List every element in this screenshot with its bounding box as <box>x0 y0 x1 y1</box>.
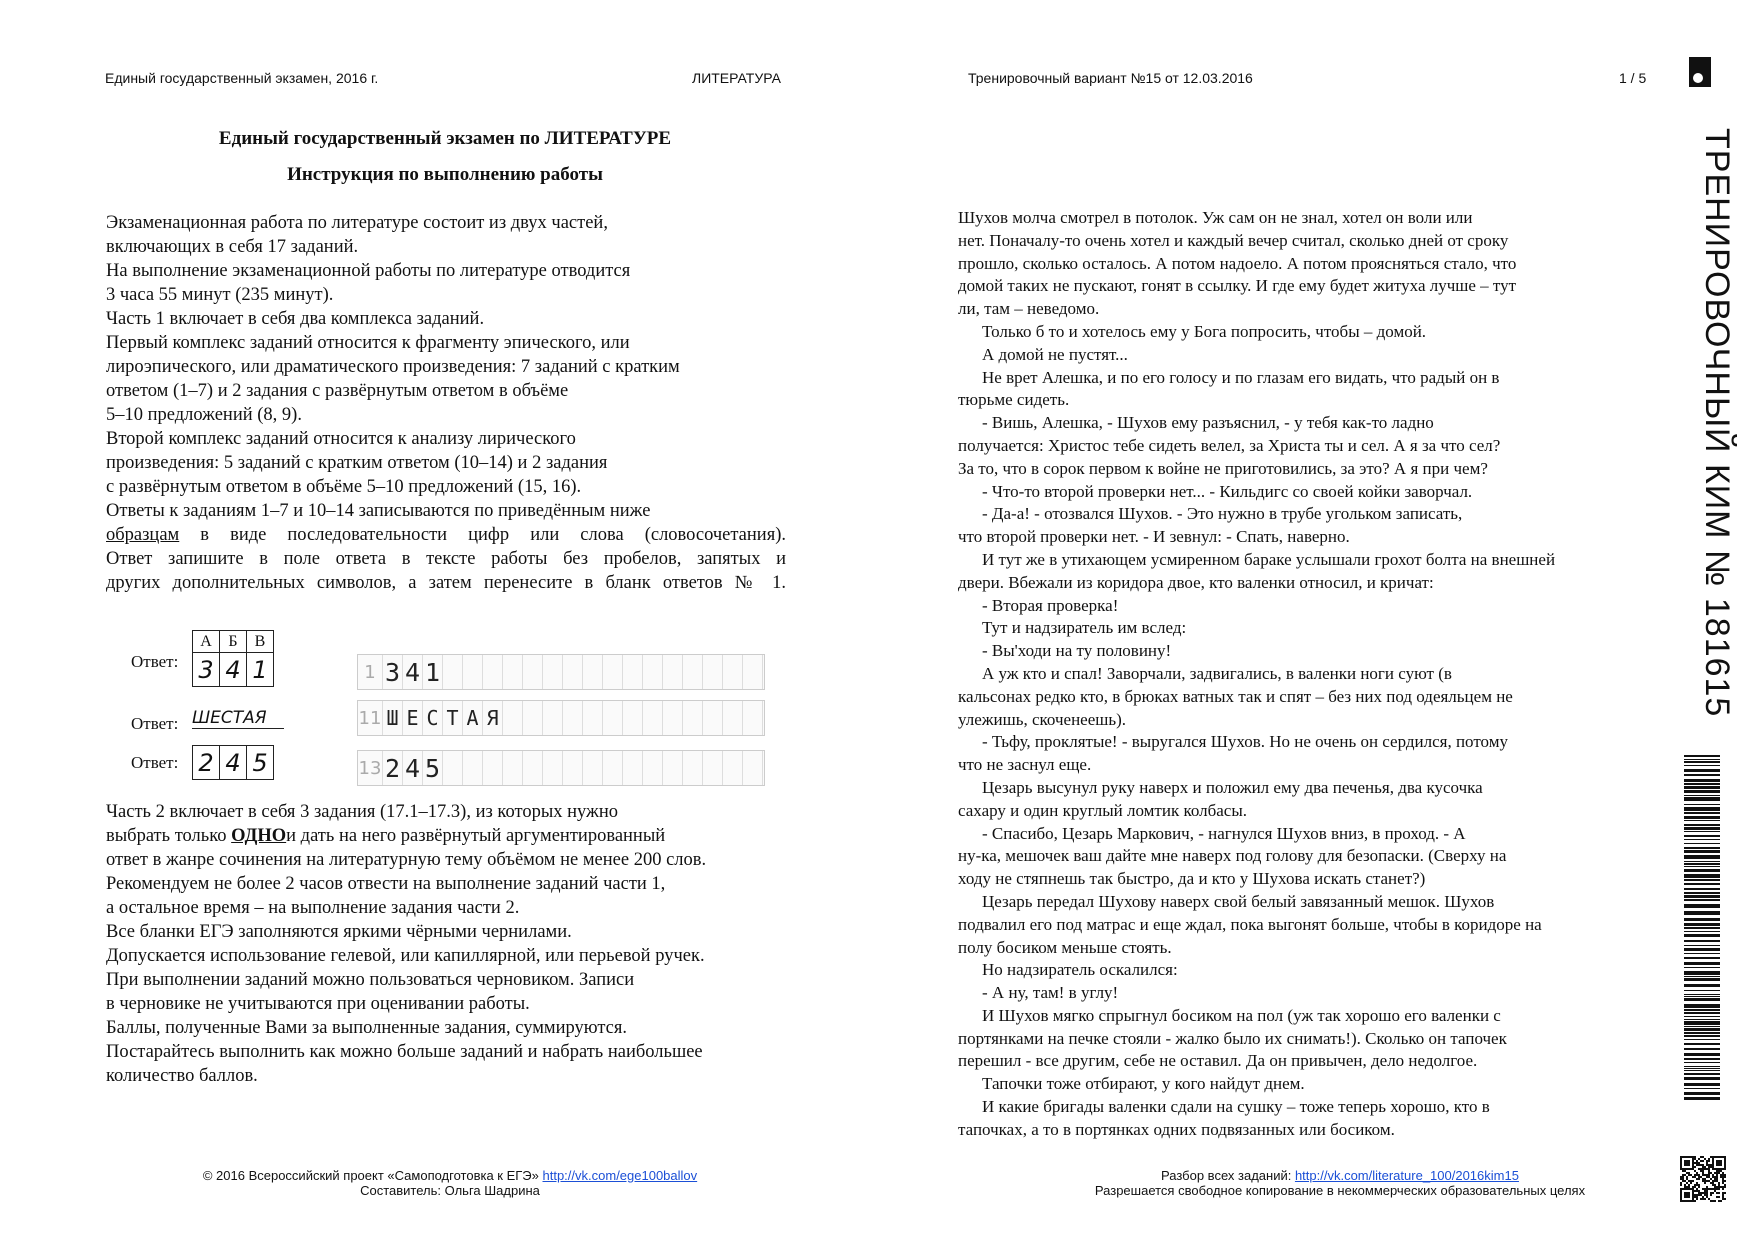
column-header: А <box>193 631 220 653</box>
grid-cell: 2 <box>383 751 403 785</box>
excerpt-line: нет. Поначалу-то очень хотел и каждый вечер считал, сколько дней от сроку <box>958 230 1509 250</box>
excerpt-line: - Да-а! - отозвался Шухов. - Это нужно в трубе угольком записать, <box>982 504 1463 524</box>
answer-grid-3 <box>357 750 765 786</box>
grid-cell: С <box>423 701 443 735</box>
excerpt-line: Цезарь передал Шухову наверх свой белый завязанный мешок. Шухов <box>982 891 1495 911</box>
excerpt-line: И тут же в утихающем усмиренном бараке услышали грохот болта на внешней <box>982 549 1556 569</box>
instruction-line: а остальное время – на выполнение задания части 2. <box>106 898 520 918</box>
grid-cell: Я <box>483 701 503 735</box>
instruction-line: Часть 1 включает в себя два комплекса заданий. <box>106 309 485 329</box>
qr-code-icon <box>1680 1156 1726 1202</box>
excerpt-line: А домой не пустят... <box>982 344 1128 364</box>
instruction-line: лироэпического, или драматического произведения: 7 заданий с кратким <box>106 357 680 377</box>
grid-cell: 4 <box>403 751 423 785</box>
instruction-line: 5–10 предложений (8, 9). <box>106 405 302 425</box>
excerpt-line: двери. Вбежали из коридора двое, кто валенки относил, и кричат: <box>958 572 1434 592</box>
example-1-label: Ответ: <box>131 652 179 671</box>
excerpt-line: ли, там – неведомо. <box>958 299 1100 319</box>
excerpt-line: сахару и один круглый ломтик колбасы. <box>958 800 1248 820</box>
excerpt-line: И какие бригады валенки сдали на сушку – тоже теперь хорошо, кто в <box>982 1097 1490 1117</box>
instruction-line: включающих в себя 17 заданий. <box>106 237 359 257</box>
instruction-line: Постарайтесь выполнить как можно больше заданий и набрать наибольшее <box>106 1042 703 1062</box>
excerpt-line: Не врет Алешка, и по его голосу и по глазам его видать, что радый он в <box>982 367 1500 387</box>
excerpt-line: Только б то и хотелось ему у Бога попросить, чтобы – домой. <box>982 321 1427 341</box>
excerpt-line: полу босиком меньше стоять. <box>958 937 1172 957</box>
page-title: Единый государственный экзамен по ЛИТЕРАТУРЕ <box>218 128 672 149</box>
instruction-line: Часть 2 включает в себя 3 задания (17.1–17.3), из которых нужно <box>106 802 618 822</box>
instruction-line: Рекомендуем не более 2 часов отвести на выполнение заданий части 1, <box>106 874 666 894</box>
footer-left: © 2016 Всероссийский проект «Самоподготовка к ЕГЭ» http://vk.com/ege100ballov Составитель: Ольга Шадрина <box>202 1168 698 1198</box>
instruction-line: образцам в виде последовательности цифр или слова (словосочетания). <box>106 525 786 545</box>
excerpt-line: Цезарь высунул руку наверх и положил ему два печенья, два кусочка <box>982 777 1483 797</box>
grid-cell: 1 <box>423 655 443 689</box>
task-number: 13 <box>358 751 383 785</box>
excerpt-line: Тут и надзиратель им вслед: <box>982 618 1187 638</box>
excerpt-line: прошло, сколько осталось. А потом надоело. А потом проясняться стало, что <box>958 253 1517 273</box>
excerpt-line: - Тьфу, проклятые! - выругался Шухов. Но не очень он сердился, потому <box>982 732 1508 752</box>
example-2-label: Ответ: <box>131 714 179 733</box>
instruction-line: Допускается использование гелевой, или капиллярной, или перьевой ручек. <box>106 946 705 966</box>
grid-cell: Е <box>403 701 423 735</box>
handwritten-digit: 5 <box>247 746 274 780</box>
excerpt-line: перешил - все другим, себе не оставил. Да он привычен, дело недолгое. <box>958 1051 1478 1071</box>
excerpt-line: - Спасибо, Цезарь Маркович, - нагнулся Шухов вниз, в проход. - А <box>982 823 1466 843</box>
example-2-handwritten <box>192 708 284 729</box>
side-kim-label: ТРЕНИРОВОЧНЫЙ КИМ № 181615 <box>1698 128 1736 718</box>
instruction-line: Баллы, полученные Вами за выполненные задания, суммируются. <box>106 1018 627 1038</box>
instruction-line: произведения: 5 заданий с кратким ответом (10–14) и 2 задания <box>106 453 608 473</box>
header-exam-label: Единый государственный экзамен, 2016 г. <box>105 70 379 86</box>
instruction-line: других дополнительных символов, а затем перенесите в бланк ответов № 1. <box>106 573 786 593</box>
handwritten-digit: 4 <box>220 653 247 687</box>
handwritten-word: ШЕСТАЯ <box>192 708 267 728</box>
excerpt-line: - Вторая проверка! <box>982 595 1119 615</box>
handwritten-digit: 1 <box>247 653 274 687</box>
excerpt-line: А уж кто и спал! Заворчали, задвигались, в валенки ноги суют (в <box>982 663 1452 683</box>
excerpt-line: домой таких не пускают, гонят в ссылку. И где ему будет житуха лучше – тут <box>958 276 1517 296</box>
footer-right: Разбор всех заданий: http://vk.com/literature_100/2016kim15 Разрешается свободное копирование в некоммерческих образовательных целях <box>1094 1168 1586 1198</box>
excerpt-line: что второй проверки нет. - И зевнул: - Спать, наверно. <box>958 527 1350 547</box>
excerpt-line: тюрьме сидеть. <box>958 390 1070 410</box>
header-page-number: 1 / 5 <box>1619 70 1647 86</box>
excerpt-line: Тапочки тоже отбирают, у кого найдут днем. <box>982 1074 1305 1094</box>
answer-grid-1 <box>357 654 765 690</box>
excerpt-line: Но надзиратель оскалился: <box>982 960 1178 980</box>
excerpt-line: За то, что в сорок первом к войне не приготовились, за это? А я при чем? <box>958 458 1488 478</box>
grid-cell: Т <box>443 701 463 735</box>
excerpt-line: - Что-то второй проверки нет... - Кильдигс со своей койки заворчал. <box>982 481 1473 501</box>
instructions-text <box>106 211 786 595</box>
instruction-line: ответом (1–7) и 2 задания с развёрнутым ответом в объёме <box>106 381 569 401</box>
vk-group-link[interactable]: http://vk.com/ege100ballov <box>542 1168 698 1183</box>
excerpt-line: кальсонах редко кто, в брюках ватных так и спят – без них под одеяльцем не <box>958 686 1513 706</box>
example-3-label: Ответ: <box>131 753 179 772</box>
part2-text <box>106 800 796 1088</box>
excerpt-line: - Вы'ходи на ту половину! <box>982 641 1172 661</box>
excerpt-line: портянками на печке стояли - жалко было их снимать!). Сколько он тапочек <box>958 1028 1507 1048</box>
instruction-line: 3 часа 55 минут (235 минут). <box>106 285 334 305</box>
instruction-line: Экзаменационная работа по литературе состоит из двух частей, <box>106 213 608 233</box>
handwritten-digit: 3 <box>193 653 220 687</box>
instruction-line: Ответы к заданиям 1–7 и 10–14 записываются по приведённым ниже <box>106 501 651 521</box>
task-number: 11 <box>358 701 383 735</box>
corner-mark-icon <box>1689 57 1711 87</box>
instruction-line: Все бланки ЕГЭ заполняются яркими чёрными чернилами. <box>106 922 572 942</box>
tasks-analysis-link[interactable]: http://vk.com/literature_100/2016kim15 <box>1294 1168 1519 1183</box>
excerpt-line: что не заснул еще. <box>958 755 1092 775</box>
grid-cell: 5 <box>423 751 443 785</box>
excerpt-line: получается: Христос тебе сидеть велел, за Христа ты и сел. А я за что сел? <box>958 435 1501 455</box>
excerpt-line: ну-ка, мешочек ваш дайте мне наверх под голову для безопаски. (Сверху на <box>958 846 1507 866</box>
grid-cell: А <box>463 701 483 735</box>
instruction-line: На выполнение экзаменационной работы по литературе отводится <box>106 261 631 281</box>
grid-cell: Ш <box>383 701 403 735</box>
instruction-line: с развёрнутым ответом в объёме 5–10 предложений (15, 16). <box>106 477 582 497</box>
answer-grid-2 <box>357 700 765 736</box>
example-1-table <box>192 630 274 687</box>
instruction-line: Ответ запишите в поле ответа в тексте работы без пробелов, запятых и <box>106 549 786 569</box>
handwritten-digit: 2 <box>193 746 220 780</box>
grid-cell: 4 <box>403 655 423 689</box>
excerpt-line: Шухов молча смотрел в потолок. Уж сам он не знал, хотел он воли или <box>958 208 1473 227</box>
task-number: 1 <box>358 655 383 689</box>
column-header: Б <box>220 631 247 653</box>
instruction-line: Первый комплекс заданий относится к фрагменту эпического, или <box>106 333 630 353</box>
samples-word: образцам <box>106 525 180 545</box>
handwritten-digit: 4 <box>220 746 247 780</box>
emphasis-one: ОДНО <box>231 826 287 846</box>
header-variant: Тренировочный вариант №15 от 12.03.2016 <box>968 70 1253 86</box>
excerpt-line: И Шухов мягко спрыгнул босиком на пол (уж так хорошо его валенки с <box>982 1005 1501 1025</box>
example-3-table <box>192 745 274 780</box>
instruction-line: ответ в жанре сочинения на литературную тему объёмом не менее 200 слов. <box>106 850 707 870</box>
excerpt-line: - А ну, там! в углу! <box>982 983 1119 1003</box>
instruction-line: выбрать только ОДНОи дать на него развёрнутый аргументированный <box>106 826 666 846</box>
literary-excerpt <box>958 207 1658 1142</box>
instruction-line: количество баллов. <box>106 1066 258 1086</box>
instruction-line: При выполнении заданий можно пользоваться черновиком. Записи <box>106 970 635 990</box>
excerpt-line: тапочках, а то в портянках одних подвязанных или босиком. <box>958 1119 1395 1139</box>
barcode-icon <box>1684 755 1720 1100</box>
page-subtitle: Инструкция по выполнению работы <box>287 164 603 185</box>
column-header: В <box>247 631 274 653</box>
excerpt-line: ходу не стяпнешь так быстро, да и кто у Шухова искать станет?) <box>958 869 1426 889</box>
instruction-line: Второй комплекс заданий относится к анализу лирического <box>106 429 576 449</box>
excerpt-line: - Вишь, Алешка, - Шухов ему разъяснил, - у тебя как-то ладно <box>982 413 1434 433</box>
excerpt-line: улежишь, скоченеешь). <box>958 709 1127 729</box>
instruction-line: в черновике не учитываются при оценивании работы. <box>106 994 530 1014</box>
grid-cell: 3 <box>383 655 403 689</box>
excerpt-line: подвалил его под матрас и еще ждал, пока выгонят больше, чтобы в коридоре на <box>958 914 1542 934</box>
header-subject: ЛИТЕРАТУРА <box>692 70 781 86</box>
